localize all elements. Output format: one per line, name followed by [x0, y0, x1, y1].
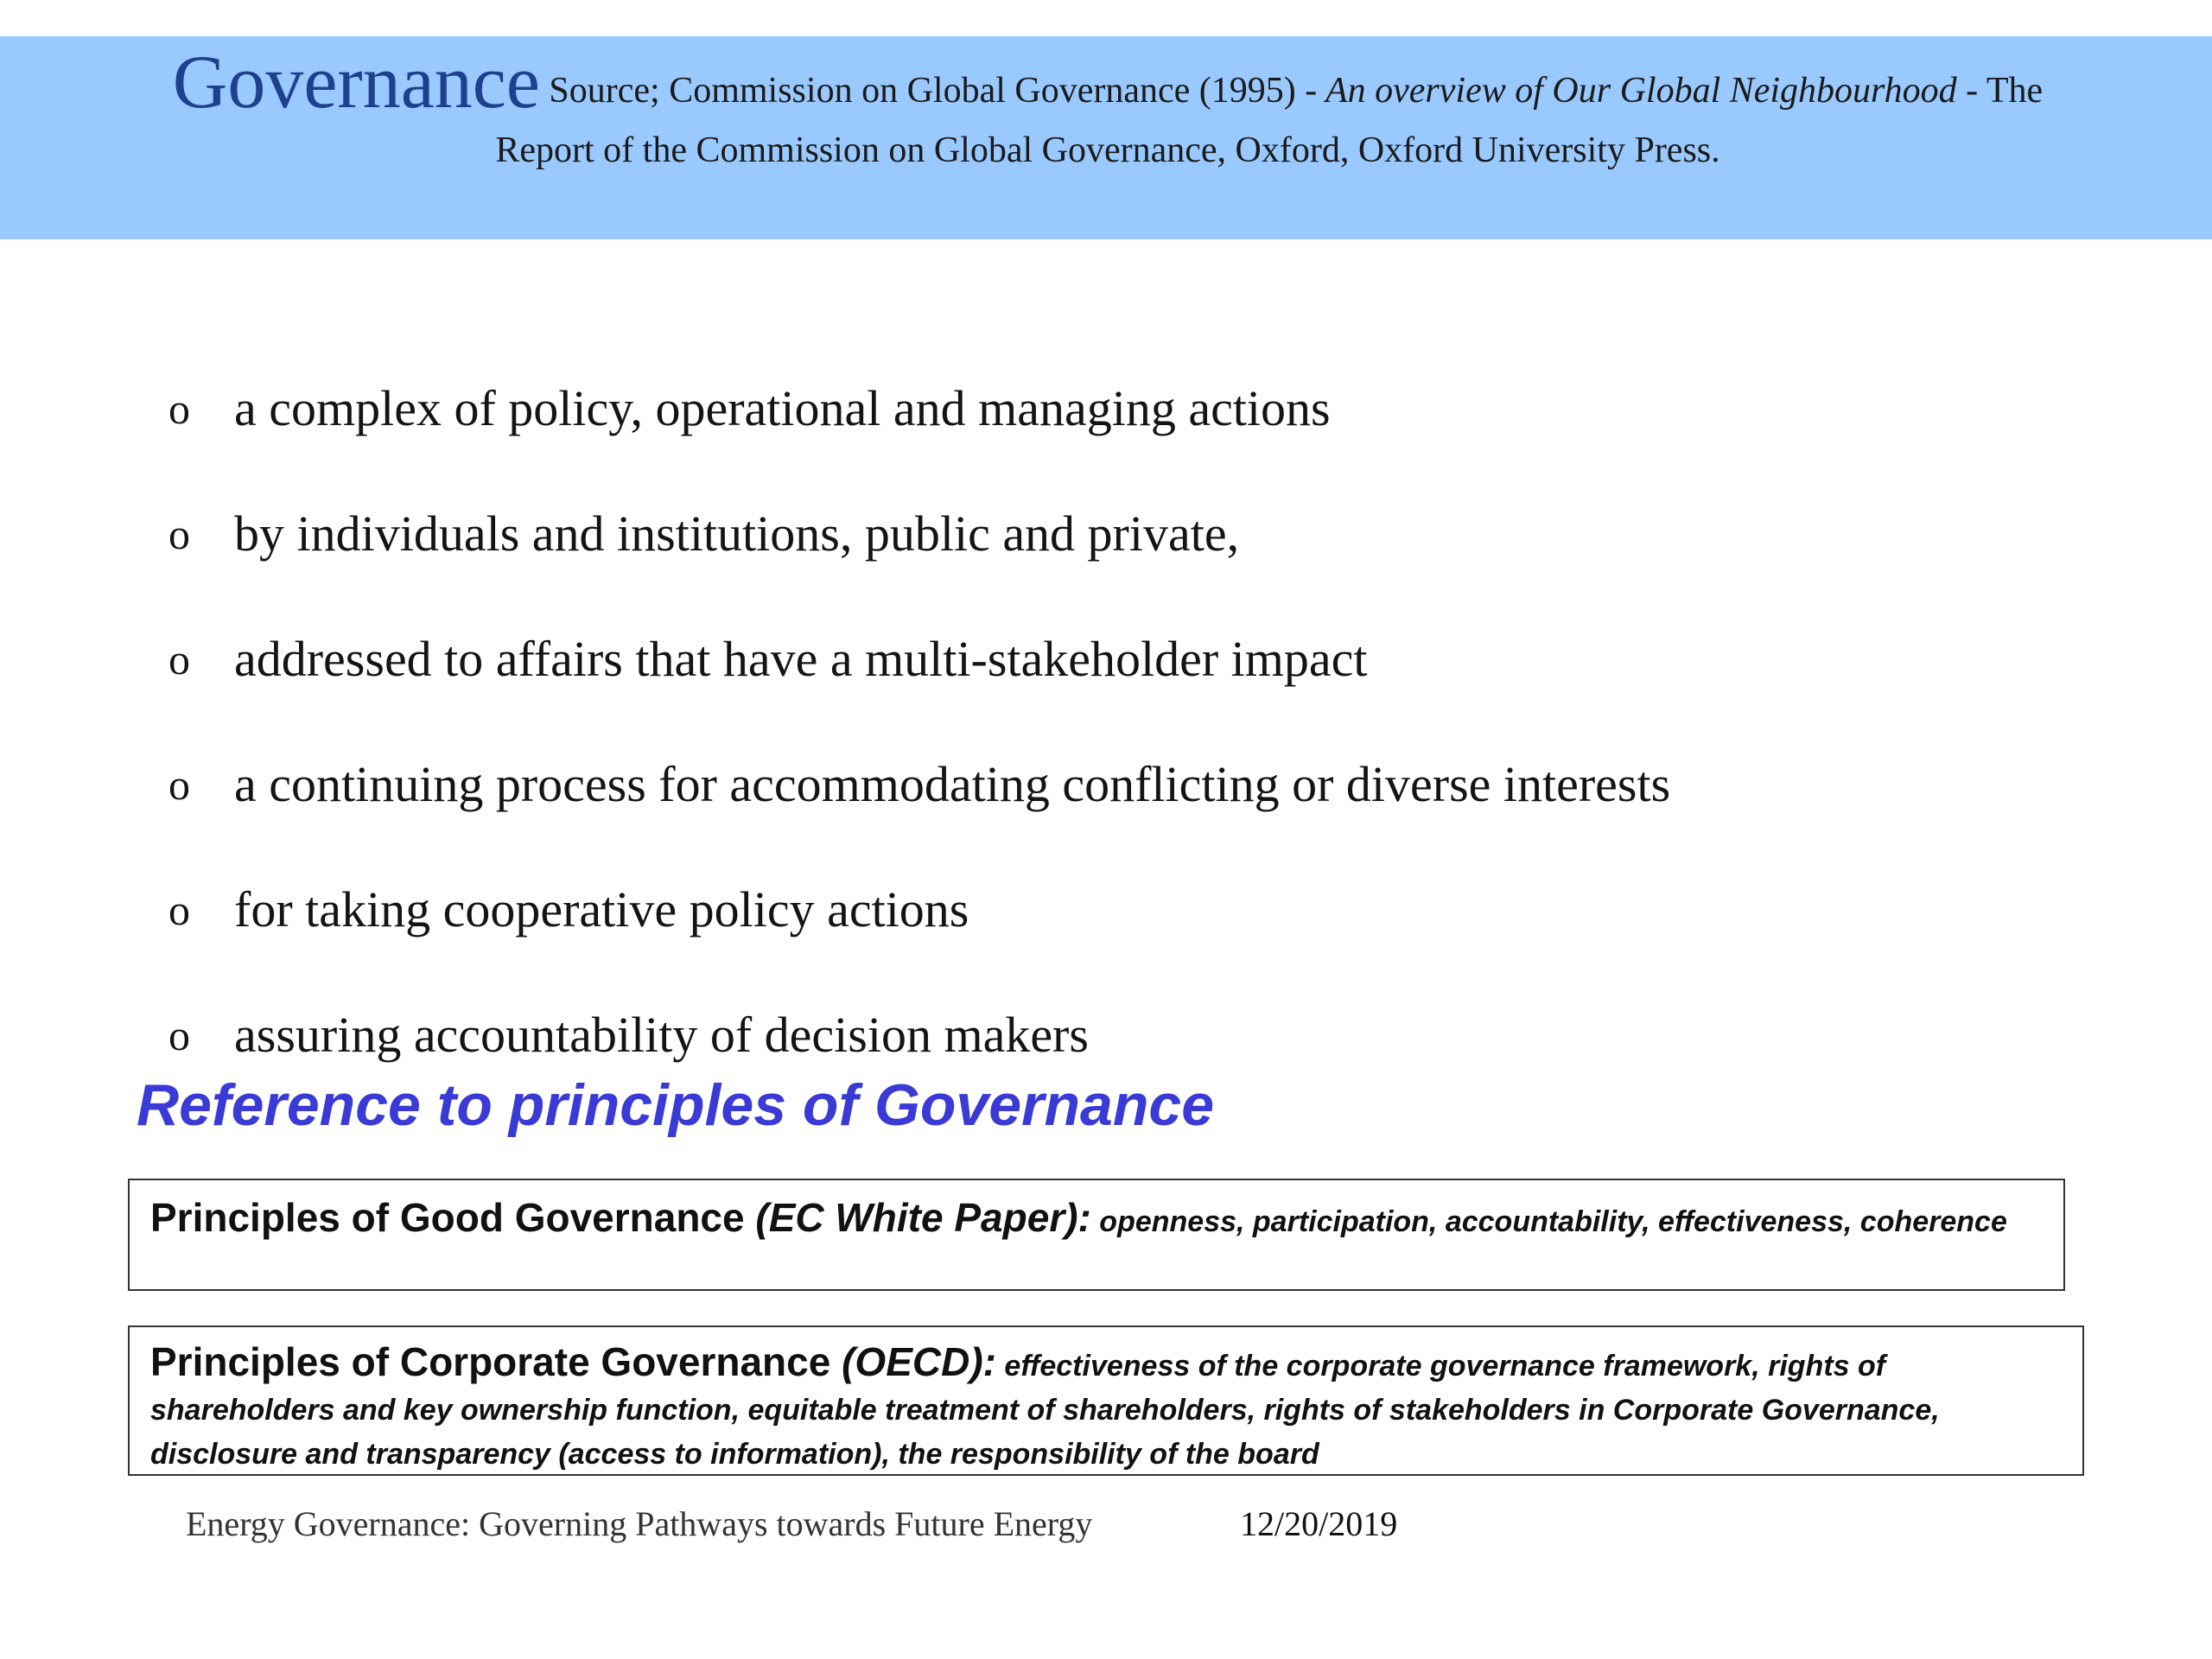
list-item	[168, 471, 1670, 596]
list-item-text: a continuing process for accommodating conflicting or diverse interests	[234, 756, 1671, 812]
source-dash-1: -	[1295, 71, 1325, 111]
source-prefix: Source; Commission on Global Governance (1995)	[549, 71, 1296, 111]
principle-description: effectiveness of the corporate governance framework, rights of shareholders and key ownership function, equitable treatment of shareholders, rights of stakeholders in Corporate Governance, disclosure and transparency (access to information), the responsibility of the board	[150, 1350, 1940, 1471]
list-item	[168, 346, 1670, 471]
principle-lead: Principles of Corporate Governance	[150, 1339, 842, 1384]
header	[36, 41, 2179, 180]
list-item-text: by individuals and institutions, public and private,	[234, 505, 1240, 562]
footer-title: Energy Governance: Governing Pathways towards Future Energy	[186, 1504, 1093, 1543]
page-title: Governance	[172, 41, 540, 124]
list-item-text: addressed to affairs that have a multi-stakeholder impact	[234, 631, 1368, 687]
list-item	[168, 721, 1670, 847]
bullet-marker: o	[168, 509, 190, 558]
principle-source: (OECD):	[842, 1339, 996, 1384]
principle-source: (EC White Paper):	[755, 1195, 1091, 1240]
principle-description: openness, participation, accountability, effectiveness, coherence	[1090, 1205, 2007, 1238]
principle-lead: Principles of Good Governance	[150, 1195, 756, 1240]
list-item-text: assuring accountability of decision makers	[234, 1007, 1089, 1063]
footer	[186, 1503, 1398, 1544]
corporate-governance-box	[128, 1325, 2084, 1476]
footer-date: 12/20/2019	[1240, 1504, 1398, 1543]
good-governance-box	[128, 1179, 2065, 1291]
bullet-marker: o	[168, 384, 190, 433]
reference-heading: Reference to principles of Governance	[137, 1072, 1215, 1138]
list-item-text: for taking cooperative policy actions	[234, 881, 969, 938]
source-dash-2: - The	[1956, 71, 2044, 111]
bullet-marker: o	[168, 760, 190, 809]
list-item-text: a complex of policy, operational and managing actions	[234, 380, 1331, 436]
list-item	[168, 847, 1670, 972]
list-item	[168, 596, 1670, 721]
definition-list	[168, 346, 1670, 1097]
bullet-marker: o	[168, 634, 190, 683]
source-report-title: An overview of Our Global Neighbourhood	[1325, 71, 1957, 111]
bullet-marker: o	[168, 1010, 190, 1059]
bullet-marker: o	[168, 885, 190, 934]
source-line-2: Report of the Commission on Global Governance, Oxford, Oxford University Press.	[495, 130, 1720, 170]
